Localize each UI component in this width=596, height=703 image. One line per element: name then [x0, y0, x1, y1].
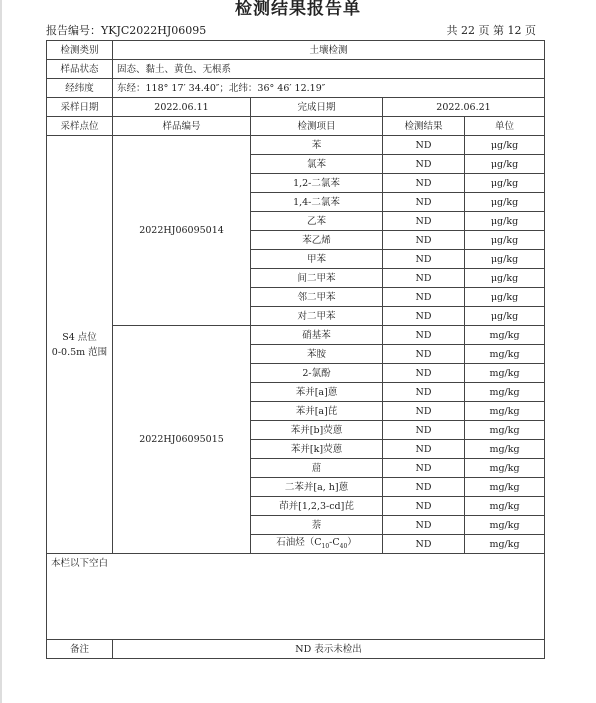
done-date-label: 完成日期 — [251, 98, 383, 117]
result-cell: ND — [383, 459, 465, 478]
remark-value: ND 表示未检出 — [113, 640, 545, 659]
result-cell: ND — [383, 478, 465, 497]
item-cell: 䓛 — [251, 459, 383, 478]
item-cell: 苯并[k]荧蒽 — [251, 440, 383, 459]
item-cell: 氯苯 — [251, 155, 383, 174]
petroleum-sub-start: 10 — [321, 542, 330, 550]
petroleum-end: ） — [347, 536, 357, 548]
unit-cell: mg/kg — [465, 459, 545, 478]
state-value: 固态、黏土、黄色、无根系 — [113, 60, 545, 79]
petroleum-sub-end: 40 — [339, 542, 348, 550]
page-info: 共 22 页 第 12 页 — [446, 24, 536, 37]
coords-label: 经纬度 — [47, 79, 113, 98]
unit-cell: mg/kg — [465, 497, 545, 516]
result-cell: ND — [383, 421, 465, 440]
petroleum-mid: -C — [329, 536, 340, 548]
table-row — [47, 326, 545, 345]
item-cell: 茚并[1,2,3-cd]芘 — [251, 497, 383, 516]
petroleum-name: 石油烃（C — [276, 536, 322, 548]
item-cell: 苯乙烯 — [251, 231, 383, 250]
row-blank-note — [47, 554, 545, 640]
table-row — [47, 136, 545, 155]
state-label: 样品状态 — [47, 60, 113, 79]
result-cell: ND — [383, 269, 465, 288]
result-cell: ND — [383, 383, 465, 402]
item-cell: 萘 — [251, 516, 383, 535]
unit-cell: μg/kg — [465, 307, 545, 326]
unit-cell: mg/kg — [465, 345, 545, 364]
item-cell: 1,4-二氯苯 — [251, 193, 383, 212]
blank-note: 本栏以下空白 — [47, 554, 545, 640]
unit-cell: μg/kg — [465, 174, 545, 193]
result-cell: ND — [383, 402, 465, 421]
item-cell: 1,2-二氯苯 — [251, 174, 383, 193]
done-date-value: 2022.06.21 — [383, 98, 545, 117]
row-coords — [47, 79, 545, 98]
row-state — [47, 60, 545, 79]
result-table — [46, 40, 545, 659]
result-header: 检测结果 — [383, 117, 465, 136]
result-cell: ND — [383, 307, 465, 326]
unit-cell: μg/kg — [465, 231, 545, 250]
unit-cell: μg/kg — [465, 193, 545, 212]
remark-label: 备注 — [47, 640, 113, 659]
item-cell: 邻二甲苯 — [251, 288, 383, 307]
sample-date-value: 2022.06.11 — [113, 98, 251, 117]
result-cell: ND — [383, 516, 465, 535]
category-value: 土壤检测 — [113, 41, 545, 60]
unit-cell: mg/kg — [465, 440, 545, 459]
sample-no-header: 样品编号 — [113, 117, 251, 136]
item-cell: 苯并[b]荧蒽 — [251, 421, 383, 440]
item-cell: 间二甲苯 — [251, 269, 383, 288]
result-cell: ND — [383, 193, 465, 212]
result-cell: ND — [383, 155, 465, 174]
result-cell: ND — [383, 497, 465, 516]
item-cell: 乙苯 — [251, 212, 383, 231]
item-cell: 苯 — [251, 136, 383, 155]
result-cell: ND — [383, 440, 465, 459]
result-cell: ND — [383, 136, 465, 155]
sample-point-cell — [47, 136, 113, 554]
row-remark — [47, 640, 545, 659]
unit-cell: μg/kg — [465, 288, 545, 307]
sample-date-label: 采样日期 — [47, 98, 113, 117]
category-label: 检测类别 — [47, 41, 113, 60]
unit-cell: mg/kg — [465, 478, 545, 497]
item-cell: 2-氯酚 — [251, 364, 383, 383]
unit-cell: μg/kg — [465, 269, 545, 288]
unit-cell: μg/kg — [465, 250, 545, 269]
report-number: 报告编号：YKJC2022HJ06095 — [46, 24, 207, 37]
result-cell: ND — [383, 212, 465, 231]
unit-cell: mg/kg — [465, 383, 545, 402]
sample-point-line2: 0-0.5m 范围 — [51, 346, 108, 358]
sample-no-cell: 2022HJ06095015 — [113, 326, 251, 554]
result-cell: ND — [383, 364, 465, 383]
unit-cell: mg/kg — [465, 326, 545, 345]
unit-cell: μg/kg — [465, 136, 545, 155]
unit-cell: mg/kg — [465, 402, 545, 421]
result-cell: ND — [383, 345, 465, 364]
unit-cell: mg/kg — [465, 364, 545, 383]
unit-cell: mg/kg — [465, 421, 545, 440]
unit-cell: μg/kg — [465, 212, 545, 231]
row-header — [47, 117, 545, 136]
sample-no-cell: 2022HJ06095014 — [113, 136, 251, 326]
sample-point-header: 采样点位 — [47, 117, 113, 136]
item-cell: 苯并[a]芘 — [251, 402, 383, 421]
result-cell: ND — [383, 250, 465, 269]
item-cell — [251, 535, 383, 554]
item-cell: 甲苯 — [251, 250, 383, 269]
unit-cell: mg/kg — [465, 535, 545, 554]
result-cell: ND — [383, 535, 465, 554]
unit-cell: mg/kg — [465, 516, 545, 535]
coords-value: 东经：118° 17′ 34.40″；北纬：36° 46′ 12.19″ — [113, 79, 545, 98]
result-cell: ND — [383, 326, 465, 345]
item-cell: 二苯并[a, h]蒽 — [251, 478, 383, 497]
item-cell: 苯并[a]蒽 — [251, 383, 383, 402]
row-dates — [47, 98, 545, 117]
item-cell: 苯胺 — [251, 345, 383, 364]
unit-header: 单位 — [465, 117, 545, 136]
page-edge — [0, 0, 2, 703]
result-cell: ND — [383, 231, 465, 250]
item-header: 检测项目 — [251, 117, 383, 136]
result-cell: ND — [383, 288, 465, 307]
item-cell: 对二甲苯 — [251, 307, 383, 326]
item-cell: 硝基苯 — [251, 326, 383, 345]
sample-point-line1: S4 点位 — [62, 331, 97, 343]
page-title: 检测结果报告单 — [235, 0, 361, 19]
row-category — [47, 41, 545, 60]
result-cell: ND — [383, 174, 465, 193]
unit-cell: μg/kg — [465, 155, 545, 174]
